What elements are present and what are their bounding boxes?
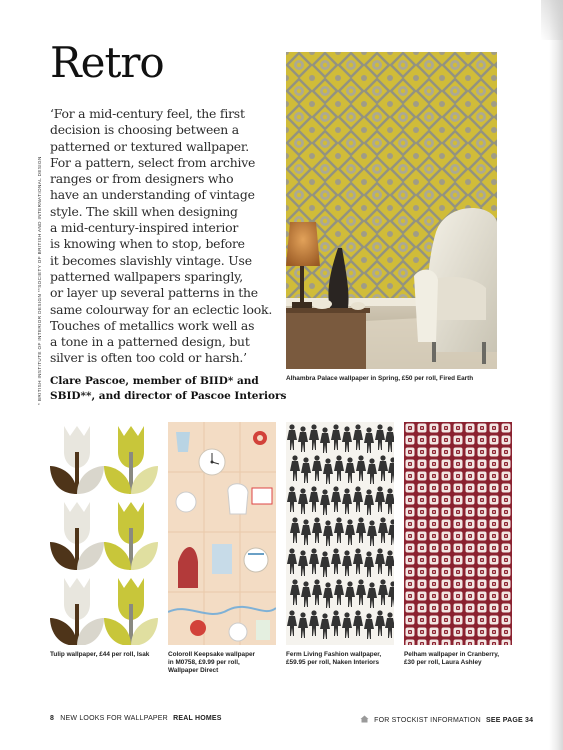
- quote-line: is knowing when to stop, before: [50, 236, 245, 252]
- section-name: NEW LOOKS FOR WALLPAPER: [60, 715, 168, 722]
- room-illustration: [286, 52, 497, 369]
- brand-name: REAL HOMES: [173, 715, 222, 722]
- caption-line: £59.95 per roll, Naken Interiors: [286, 659, 380, 666]
- caption-line: in M0758, £9.99 per roll,: [168, 659, 240, 666]
- caption-line: Coloroll Keepsake wallpaper: [168, 651, 256, 658]
- quote-line: have an understanding of vintage: [50, 187, 255, 203]
- quote-line: decision is choosing between a: [50, 122, 239, 138]
- caption-line: £30 per roll, Laura Ashley: [404, 659, 482, 666]
- quote-line: or layer up several patterns in the: [50, 285, 258, 301]
- swatch-caption-keepsake: [168, 651, 278, 675]
- quote-line: ranges or from designers who: [50, 171, 234, 187]
- swatch-keepsake: [168, 422, 276, 645]
- quote-line: style. The skill when designing: [50, 203, 238, 219]
- quote-line: For a pattern, select from archive: [50, 154, 256, 170]
- page-number: 8: [50, 715, 55, 722]
- swatch-caption-tulip: [50, 651, 160, 659]
- see-page-link[interactable]: SEE PAGE 34: [486, 717, 534, 724]
- quote-line: same colourway for an eclectic look.: [50, 301, 273, 317]
- hero-caption: Alhambra Palace wallpaper in Spring, £50 per roll, Fired Earth: [286, 375, 474, 382]
- footer-left: [50, 715, 222, 722]
- caption-line: Pelham wallpaper in Cranberry,: [404, 651, 500, 658]
- caption-line: Ferm Living Fashion wallpaper,: [286, 651, 382, 658]
- fashion-pattern: [286, 422, 394, 645]
- house-icon: [360, 715, 369, 723]
- swatch-fashion: [286, 422, 394, 645]
- swatch-tulip: [50, 422, 158, 645]
- quote-line: silver is often too cold or harsh.’: [50, 350, 247, 366]
- caption-line: Wallpaper Direct: [168, 667, 219, 674]
- page-spine-shadow: [549, 0, 563, 750]
- quote-line: it becomes slavishly vintage. Use: [50, 252, 252, 268]
- stockist-text: FOR STOCKIST INFORMATION: [374, 717, 481, 724]
- swatch-caption-fashion: [286, 651, 398, 667]
- page-title: Retro: [50, 38, 164, 87]
- quote-line: a tone in a patterned design, but: [50, 334, 250, 350]
- swatch-caption-pelham: [404, 651, 516, 667]
- caption-line: Tulip wallpaper, £44 per roll, Isak: [50, 651, 150, 658]
- hero-room-photo: [286, 52, 497, 369]
- designer-quote: [50, 106, 320, 367]
- keepsake-pattern: [168, 422, 276, 645]
- quote-line: a mid-century-inspired interior: [50, 220, 239, 236]
- quote-line: ‘For a mid-century feel, the first: [50, 106, 245, 121]
- footer-right: [360, 715, 533, 724]
- tulip-pattern: [50, 422, 158, 645]
- attribution-line: Clare Pascoe, member of BIID* and: [50, 375, 259, 387]
- quote-line: Touches of metallics work well as: [50, 317, 255, 333]
- quote-attribution: [50, 374, 320, 403]
- page-curl: [541, 0, 563, 40]
- quote-line: patterned wallpapers sparingly,: [50, 268, 243, 284]
- quote-line: patterned or textured wallpaper.: [50, 138, 250, 154]
- pelham-pattern: [404, 422, 512, 645]
- footnote-vertical: * BRITISH INSTITUTE OF INTERIOR DESIGN **SOCIETY OF BRITISH AND INTERNATIONAL DESIGN: [37, 156, 42, 405]
- attribution-line: SBID**, and director of Pascoe Interiors: [50, 389, 287, 402]
- swatch-pelham: [404, 422, 512, 645]
